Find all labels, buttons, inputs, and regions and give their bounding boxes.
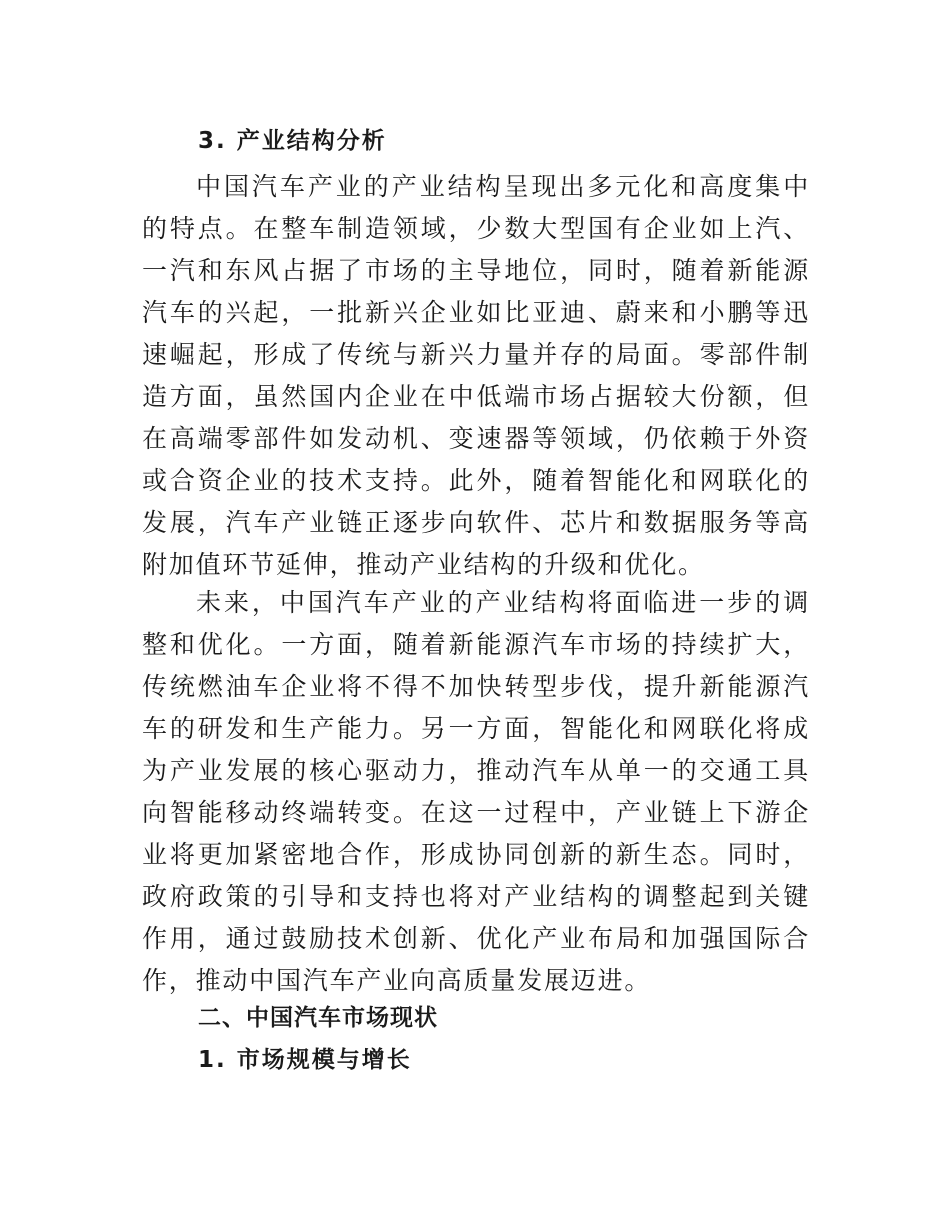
- body-paragraph: 未来，中国汽车产业的产业结构将面临进一步的调整和优化。一方面，随着新能源汽车市场的持续扩大，传统燃油车企业将不得不加快转型步伐，提升新能源汽车的研发和生产能力。另一方面，智能化和网联化将成为产业发展的核心驱动力，推动汽车从单一的交通工具向智能移动终端转变。在这一过程中，产业链上下游企业将更加紧密地合作，形成协同创新的新生态。同时，政府政策的引导和支持也将对产业结构的调整起到关键作用，通过鼓励技术创新、优化产业布局和加强国际合作，推动中国汽车产业向高质量发展迈进。: [142, 588, 810, 995]
- subsection-heading: 1. 市场规模与增长: [198, 1047, 412, 1073]
- body-paragraph: 中国汽车产业的产业结构呈现出多元化和高度集中的特点。在整车制造领域，少数大型国有企业如上汽、一汽和东风占据了市场的主导地位，同时，随着新能源汽车的兴起，一批新兴企业如比亚迪、蔚来和小鹏等迅速崛起，形成了传统与新兴力量并存的局面。零部件制造方面，虽然国内企业在中低端市场占据较大份额，但在高端零部件如发动机、变速器等领域，仍依赖于外资或合资企业的技术支持。此外，随着智能化和网联化的发展，汽车产业链正逐步向软件、芯片和数据服务等高附加值环节延伸，推动产业结构的升级和优化。: [142, 172, 810, 579]
- chapter-heading: 二、中国汽车市场现状: [198, 1005, 438, 1031]
- section-heading: 3. 产业结构分析: [198, 128, 387, 154]
